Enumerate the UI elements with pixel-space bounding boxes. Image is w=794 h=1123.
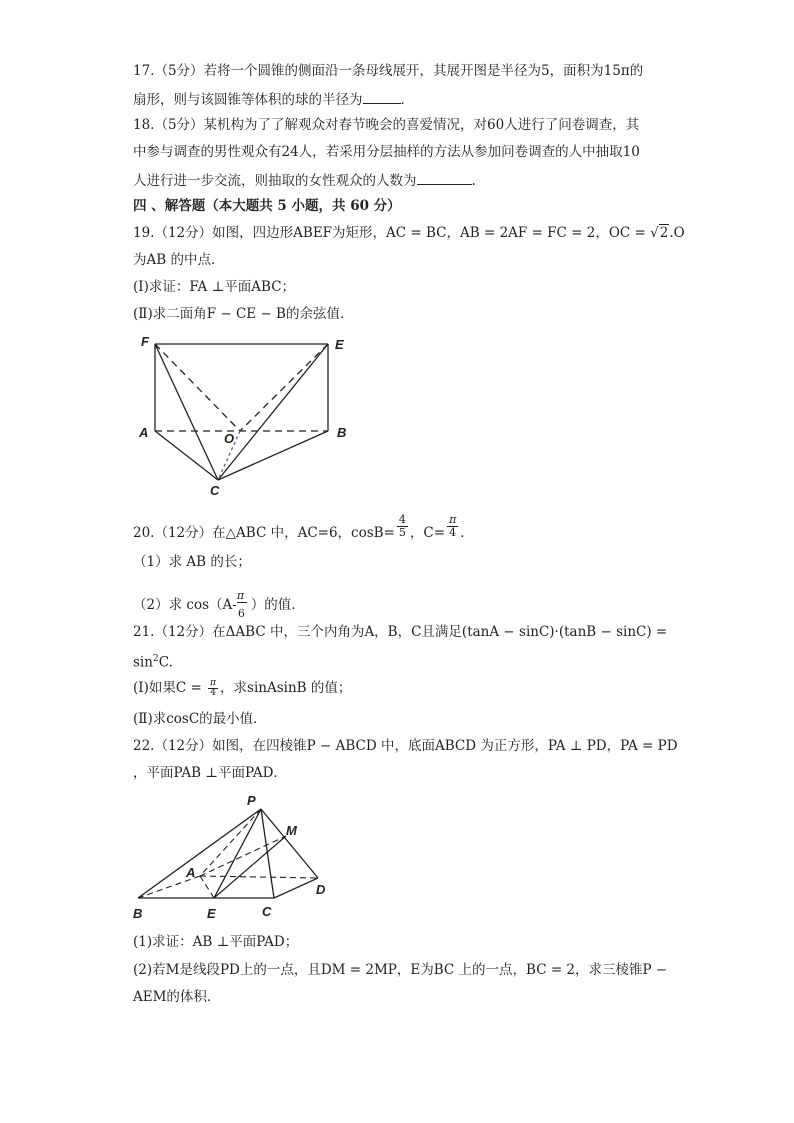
q22-figure (128, 790, 338, 930)
q21-part1-end: ，求sinAsinB 的值； (220, 680, 352, 696)
q18-line2: 中参与调查的男性观众有24人，若采用分层抽样的方法从参加问卷调查的人中抽取10 (133, 144, 640, 160)
label-D: D (316, 882, 326, 897)
label-A: A (139, 425, 149, 440)
label-P: P (247, 793, 256, 808)
q19-figure (130, 330, 360, 500)
q17-end: ． (400, 92, 414, 108)
frac-den: 5 (398, 526, 406, 539)
label-C: C (210, 483, 220, 498)
section-heading: 四 、解答题（本大题共 5 小题，共 60 分） (133, 198, 401, 214)
q21-line1: 21.（12分）在ΔABC 中，三个内角为A，B，C且满足(tanA − sinC)·(tanB − sinC) = (133, 624, 668, 640)
q17-line1: 17.（5分）若将一个圆锥的侧面沿一条母线展开，其展开图是半径为5，面积为15π的 (133, 63, 644, 79)
q22-line2: ，平面PAB ⊥平面PAD． (133, 765, 287, 781)
frac-den: 6 (237, 607, 245, 620)
q18-end: . (471, 173, 476, 189)
q22-part2-line1: (2)若M是线段PD上的一点，且DM = 2MP，E为BC 上的一点，BC = 2，求三棱锥P − (133, 962, 668, 978)
q17-line2 (133, 89, 414, 109)
q19-text-end: .O (669, 225, 685, 241)
label-E: E (335, 337, 344, 352)
q21-part1-text: (Ⅰ)如果C = (133, 680, 207, 696)
q22-line1: 22.（12分）如图，在四棱锥P − ABCD 中，底面ABCD 为正方形，PA ⊥ PD，PA = PD (133, 738, 678, 754)
q18-text: 人进行进一步交流，则抽取的女性观众的人数为 (133, 173, 417, 189)
q21-line2 (133, 650, 173, 672)
q18-line3 (133, 170, 476, 190)
q20-line1 (133, 513, 474, 542)
q22-part1: (1)求证：AB ⊥平面PAD； (133, 934, 299, 950)
q19-line2: 为AB 的中点． (133, 252, 225, 268)
label-C: C (262, 904, 272, 919)
q19-part1: (Ⅰ)求证：FA ⊥平面ABC； (133, 279, 296, 295)
q19-part2: (Ⅱ)求二面角F − CE − B的余弦值． (133, 306, 354, 322)
frac-num: 4 (398, 513, 406, 526)
q22-part2-line2: AEM的体积． (133, 989, 221, 1005)
frac-num: π (236, 589, 245, 602)
q21-part1 (133, 679, 351, 698)
q20-end: ． (460, 525, 474, 541)
frac-num: π (210, 678, 217, 688)
label-O: O (224, 431, 235, 446)
frac-den: 4 (210, 688, 216, 698)
q20-part2 (133, 589, 305, 620)
q21-part2: (Ⅱ)求cosC的最小值． (133, 711, 267, 727)
q20-text: 20.（12分）在△ABC 中，AC=6，cosB= (133, 525, 395, 541)
q21-text: sin (133, 654, 153, 671)
q20-text-c: ，C= (409, 525, 446, 541)
frac-num: π (449, 513, 457, 526)
sqrt-value: 2 (659, 225, 669, 241)
label-B: B (337, 425, 347, 440)
q20-part1: （1）求 AB 的长； (133, 554, 251, 570)
label-A: A (186, 865, 196, 880)
frac-bar (237, 602, 247, 603)
cosB-fraction (397, 514, 408, 539)
q20-part2-end: ）的值． (250, 597, 305, 613)
q20-part2-text: （2）求 cos（A- (133, 597, 237, 613)
C-fraction (447, 514, 458, 539)
label-E: E (207, 906, 216, 921)
q19-line1 (133, 224, 685, 242)
q17-text: 扇形，则与该圆锥等体积的球的半径为 (133, 92, 363, 108)
frac-den: 4 (449, 526, 457, 539)
q19-text: 19.（12分）如图，四边形ABEF为矩形，AC = BC，AB = 2AF = FC = 2，OC = √ (133, 225, 659, 241)
answer-blank (363, 89, 401, 104)
q18-line1: 18.（5分）某机构为了了解观众对春节晚会的喜爱情况，对60人进行了问卷调查，其 (133, 117, 640, 133)
superscript: 2 (152, 654, 159, 664)
label-B: B (133, 906, 143, 921)
label-F: F (141, 334, 149, 349)
pi-over-4-fraction (208, 679, 218, 698)
answer-blank (417, 170, 472, 185)
q21-text-end: C. (158, 654, 173, 671)
label-M: M (286, 823, 297, 838)
